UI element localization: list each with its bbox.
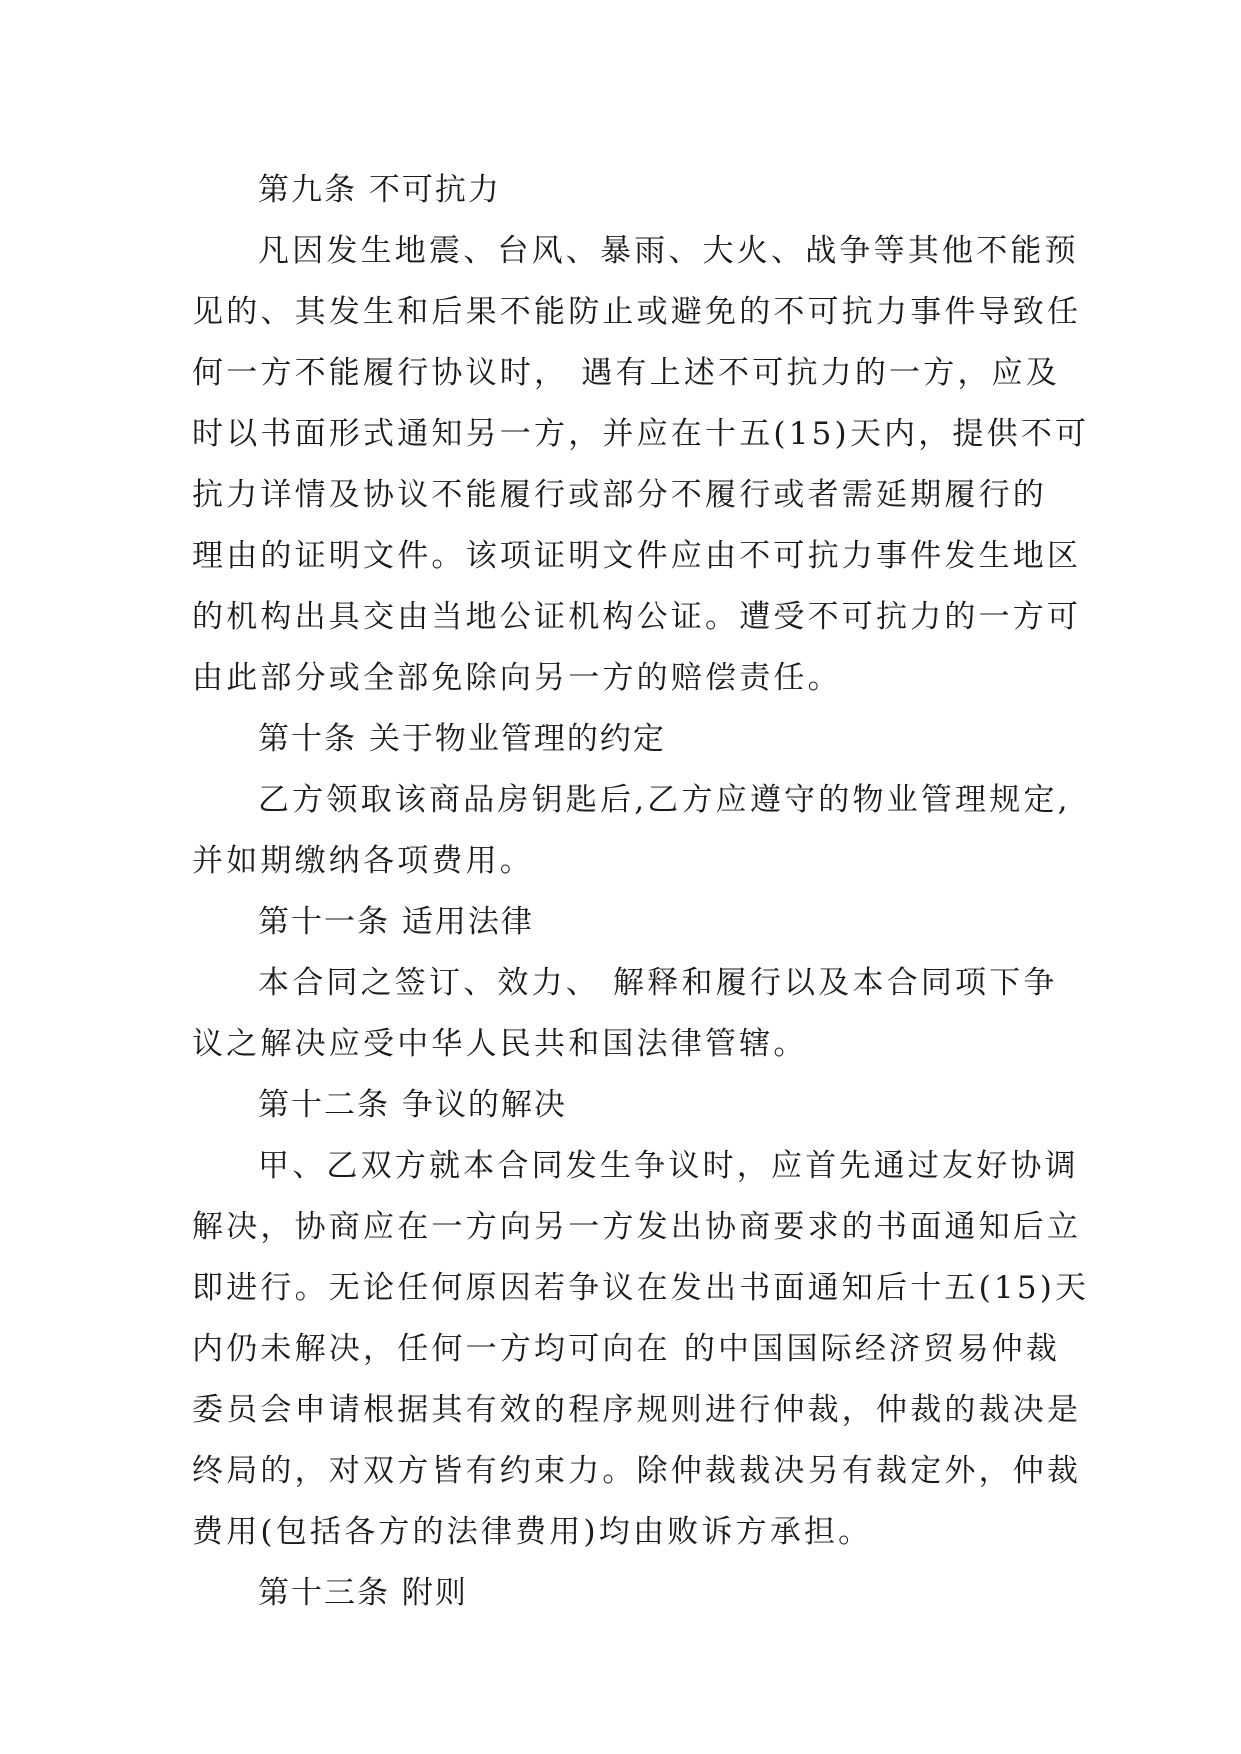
paragraph-line: 并如期缴纳各项费用。 <box>192 843 534 879</box>
article-heading: 第十三条 附则 <box>258 1575 468 1611</box>
article-heading: 第十条 关于物业管理的约定 <box>258 721 666 757</box>
paragraph-line: 凡因发生地震、台风、暴雨、大火、战争等其他不能预 <box>258 233 1079 269</box>
paragraph-line: 抗力详情及协议不能履行或部分不履行或者需延期履行的 <box>192 477 1047 513</box>
paragraph-line: 委员会申请根据其有效的程序规则进行仲裁，仲裁的裁决是 <box>192 1392 1082 1428</box>
paragraph-line: 即进行。无论任何原因若争议在发出书面通知后十五(15)天 <box>192 1270 1090 1306</box>
paragraph-line: 乙方领取该商品房钥匙后,乙方应遵守的物业管理规定, <box>258 782 1071 818</box>
paragraph-line: 本合同之签订、效力、 解释和履行以及本合同项下争 <box>258 965 1058 1001</box>
paragraph-line: 议之解决应受中华人民共和国法律管辖。 <box>192 1026 808 1062</box>
paragraph-line: 甲、乙双方就本合同发生争议时，应首先通过友好协调 <box>258 1148 1079 1184</box>
paragraph-line: 由此部分或全部免除向另一方的赔偿责任。 <box>192 660 842 696</box>
paragraph-line: 时以书面形式通知另一方，并应在十五(15)天内，提供不可 <box>192 416 1090 452</box>
paragraph-line: 解决，协商应在一方向另一方发出协商要求的书面通知后立 <box>192 1209 1082 1245</box>
paragraph-line: 的机构出具交由当地公证机构公证。遭受不可抗力的一方可 <box>192 599 1082 635</box>
paragraph-line: 见的、其发生和后果不能防止或避免的不可抗力事件导致任 <box>192 294 1082 330</box>
document-body <box>192 160 1090 1624</box>
paragraph-line: 费用(包括各方的法律费用)均由败诉方承担。 <box>192 1514 873 1550</box>
paragraph-line: 理由的证明文件。该项证明文件应由不可抗力事件发生地区 <box>192 538 1082 574</box>
article-heading: 第九条 不可抗力 <box>258 172 501 208</box>
paragraph-line: 何一方不能履行协议时， 遇有上述不可抗力的一方，应及 <box>192 355 1061 391</box>
article-heading: 第十二条 争议的解决 <box>258 1087 567 1123</box>
paragraph-line: 内仍未解决，任何一方均可向在 的中国国际经济贸易仲裁 <box>192 1331 1061 1367</box>
article-heading: 第十一条 适用法律 <box>258 904 534 940</box>
paragraph-line: 终局的，对双方皆有约束力。除仲裁裁决另有裁定外，仲裁 <box>192 1453 1082 1489</box>
